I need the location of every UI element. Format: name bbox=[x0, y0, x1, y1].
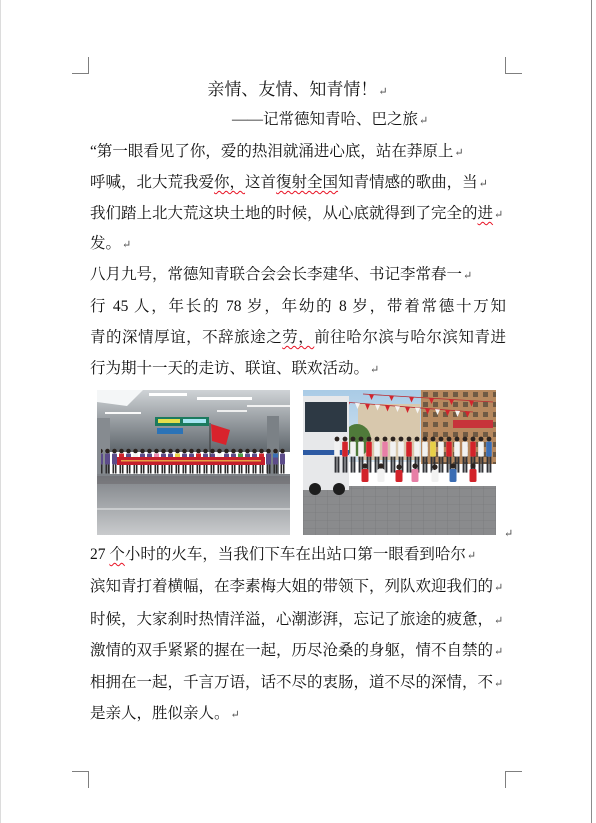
photo-station-image bbox=[97, 390, 290, 535]
text-run: 行 45 人，年长的 78 岁，年幼的 8 岁，带着常德十万知 bbox=[90, 298, 506, 315]
text-run: 发。 bbox=[90, 235, 122, 252]
text-run: 我们踏上北大荒这块土地的时候，从心底就得到了完全的 bbox=[90, 205, 478, 222]
document-title bbox=[90, 78, 505, 102]
body-line bbox=[90, 323, 506, 353]
body-line bbox=[90, 137, 464, 167]
body-line bbox=[90, 540, 476, 570]
text-run: 行为期十一天的走访、联谊、联欢活动。 bbox=[90, 360, 370, 377]
title-text: 亲情、友情、知青情！ bbox=[207, 80, 378, 99]
paragraph-mark: ↵ bbox=[494, 582, 504, 594]
text-run: 青的深情厚谊，不辞旅途之 bbox=[90, 329, 283, 346]
paragraph-mark: ↵ bbox=[419, 115, 429, 127]
photo-outdoor-image bbox=[303, 390, 496, 535]
body-line bbox=[90, 354, 379, 384]
paragraph-mark: ↵ bbox=[494, 646, 504, 658]
paragraph-mark: ↵ bbox=[478, 178, 488, 190]
spell-error-text: 劳， bbox=[282, 329, 315, 346]
body-line bbox=[90, 199, 503, 229]
paragraph-mark: ↵ bbox=[494, 209, 504, 221]
spell-error-text: 復射全国 bbox=[276, 174, 339, 191]
text-run: 相拥在一起，千言万语，话不尽的衷肠，道不尽的深情，不 bbox=[90, 674, 494, 691]
paragraph-mark: ↵ bbox=[370, 364, 380, 376]
photo-outdoor-group bbox=[303, 390, 496, 535]
text-run: 这首 bbox=[245, 174, 277, 191]
tour-group bbox=[333, 436, 493, 486]
paragraph-mark: ↵ bbox=[230, 709, 240, 721]
text-run: 八月九号，常德知青联合会会长李建华、书记李常春一 bbox=[90, 266, 463, 283]
text-run: 27 bbox=[90, 546, 110, 563]
page-edge-right bbox=[591, 0, 592, 823]
spell-error-text: 进 bbox=[477, 205, 494, 222]
photo-station-group bbox=[97, 390, 290, 535]
paragraph-mark: ↵ bbox=[463, 270, 473, 282]
text-run: “第一眼看见了你，爱的热泪就涌进心底，站在莽原上 bbox=[90, 143, 454, 160]
text-run: 前往哈尔滨与哈尔滨知青进 bbox=[314, 329, 506, 346]
document-subtitle bbox=[232, 105, 428, 135]
body-line bbox=[90, 668, 503, 698]
spell-error-text: 你， bbox=[214, 174, 246, 191]
floor bbox=[97, 474, 290, 535]
paragraph-mark: ↵ bbox=[122, 239, 132, 251]
body-line bbox=[90, 572, 503, 602]
crop-mark-bottom-left bbox=[72, 771, 89, 788]
body-line bbox=[90, 605, 503, 635]
body-line bbox=[90, 292, 506, 322]
page-edge-left bbox=[0, 0, 1, 823]
body-line bbox=[90, 699, 240, 729]
spell-error-text: 个 bbox=[109, 546, 125, 563]
text-run: 激情的双手紧紧的握在一起，历尽沧桑的身躯，情不自禁的 bbox=[90, 642, 494, 659]
crop-mark-top-right bbox=[505, 57, 522, 74]
text-run: 呼喊，北大荒我爱 bbox=[90, 174, 215, 191]
text-run: 知青情感的歌曲，当 bbox=[338, 174, 478, 191]
body-line bbox=[90, 260, 472, 290]
paragraph-mark: ↵ bbox=[494, 615, 504, 627]
text-run: 滨知青打着横幅，在李素梅大姐的带领下，列队欢迎我们的 bbox=[90, 578, 494, 595]
body-line bbox=[90, 636, 503, 666]
crop-mark-top-left bbox=[72, 57, 89, 74]
red-banner bbox=[117, 457, 265, 465]
paragraph-mark: ↵ bbox=[504, 528, 514, 540]
body-line bbox=[90, 229, 131, 259]
body-line bbox=[90, 168, 488, 198]
subtitle-text: ——记常德知青哈、巴之旅 bbox=[232, 111, 419, 128]
paragraph-mark: ↵ bbox=[454, 147, 464, 159]
crop-mark-bottom-right bbox=[505, 771, 522, 788]
text-run: 小时的火车，当我们下车在出站口第一眼看到哈尔 bbox=[124, 546, 466, 563]
pavement bbox=[303, 486, 496, 535]
text-run: 是亲人，胜似亲人。 bbox=[90, 705, 230, 722]
text-run: 时候，大家刹时热情洋溢，心潮澎湃，忘记了旅途的疲惫， bbox=[90, 611, 494, 628]
paragraph-mark: ↵ bbox=[466, 550, 477, 562]
paragraph-mark: ↵ bbox=[494, 678, 504, 690]
paragraph-mark: ↵ bbox=[378, 86, 388, 98]
